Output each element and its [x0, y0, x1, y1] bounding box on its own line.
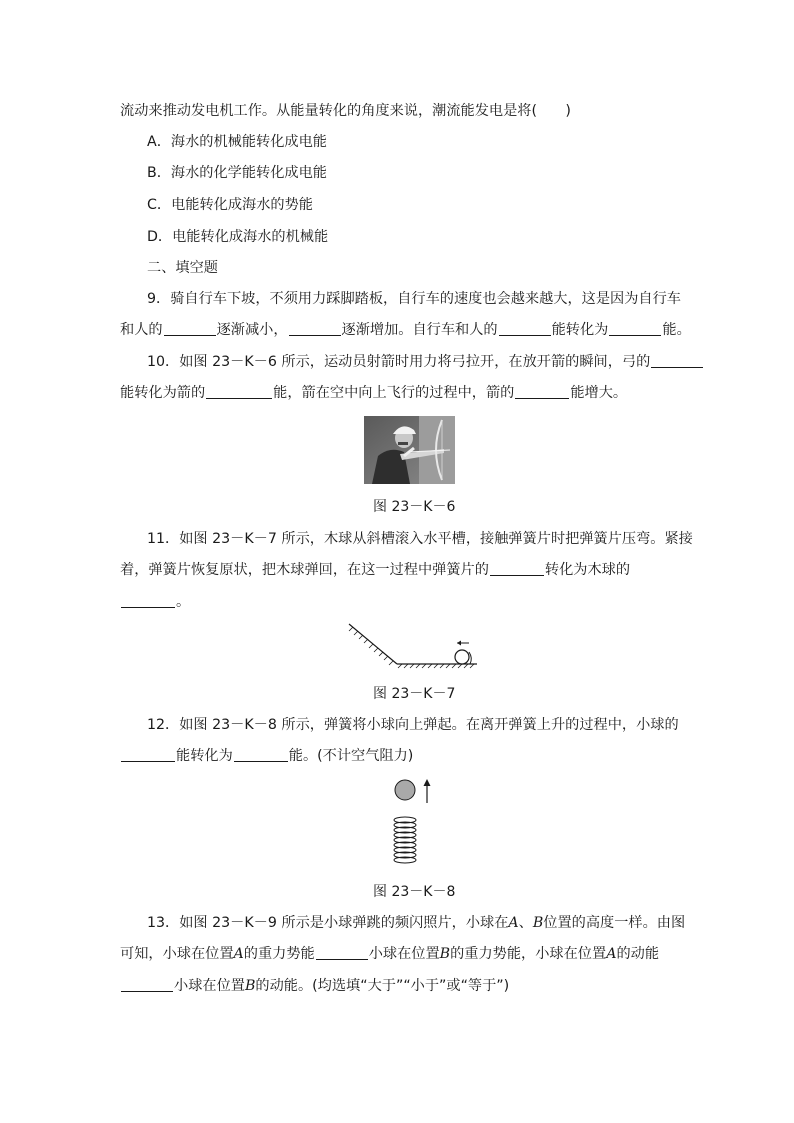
- q11-line3: 。: [120, 592, 190, 612]
- answer-blank: [651, 353, 703, 368]
- answer-blank: [490, 561, 544, 576]
- answer-blank: [515, 384, 569, 399]
- figure-caption: 图 23－K－7: [373, 686, 456, 702]
- answer-blank: [609, 321, 661, 336]
- q8-stem: 流动来推动发电机工作。从能量转化的角度来说，潮流能发电是将( ): [120, 103, 571, 119]
- answer-blank: [121, 593, 175, 608]
- figure-caption: 图 23－K－6: [373, 499, 456, 515]
- q9-line2: 和人的 逐渐减小， 逐渐增加。自行车和人的 能转化为 能。: [120, 322, 691, 338]
- answer-blank: [164, 321, 216, 336]
- figure-caption: 图 23－K－8: [373, 884, 456, 900]
- q10-line2: 能转化为箭的 能，箭在空中向上飞行的过程中，箭的 能增大。: [120, 385, 628, 401]
- q8-option-a: A．海水的机械能转化成电能: [147, 134, 327, 150]
- q11-line1: 11．如图 23－K－7 所示，木球从斜槽滚入水平槽，接触弹簧片时把弹簧片压弯。紧接: [147, 531, 693, 547]
- q11-line2: 着，弹簧片恢复原状，把木球弹回，在这一过程中弹簧片的 转化为木球的: [120, 562, 631, 578]
- answer-blank: [316, 945, 368, 960]
- answer-blank: [121, 747, 175, 762]
- section-title: 二、填空题: [147, 260, 218, 276]
- q8-option-d: D．电能转化成海水的机械能: [147, 229, 329, 245]
- answer-blank: [499, 321, 551, 336]
- answer-blank: [289, 321, 341, 336]
- q9-line1: 9．骑自行车下坡，不须用力踩脚踏板，自行车的速度也会越来越大，这是因为自行车: [147, 291, 681, 307]
- q12-line2: 能转化为 能。(不计空气阻力): [120, 746, 413, 766]
- q12-line1: 12．如图 23－K－8 所示，弹簧将小球向上弹起。在离开弹簧上升的过程中，小球的: [147, 717, 679, 733]
- incline-diagram: [345, 620, 481, 670]
- q13-line1: 13．如图 23－K－9 所示是小球弹跳的频闪照片，小球在A、B位置的高度一样。由图: [147, 915, 686, 931]
- q8-option-b: B．海水的化学能转化成电能: [147, 165, 327, 181]
- archer-photo: [364, 416, 455, 484]
- answer-blank: [234, 747, 288, 762]
- spring-ball-diagram: [388, 776, 434, 870]
- q10-line1: 10．如图 23－K－6 所示，运动员射箭时用力将弓拉开，在放开箭的瞬间，弓的: [147, 352, 704, 372]
- answer-blank: [121, 977, 173, 992]
- q13-line3: 小球在位置B的动能。(均选填“大于”“小于”或“等于”): [120, 976, 509, 996]
- q13-line2: 可知，小球在位置A的重力势能 小球在位置B的重力势能，小球在位置A的动能: [120, 946, 660, 962]
- answer-blank: [206, 384, 272, 399]
- q8-option-c: C．电能转化成海水的势能: [147, 197, 313, 213]
